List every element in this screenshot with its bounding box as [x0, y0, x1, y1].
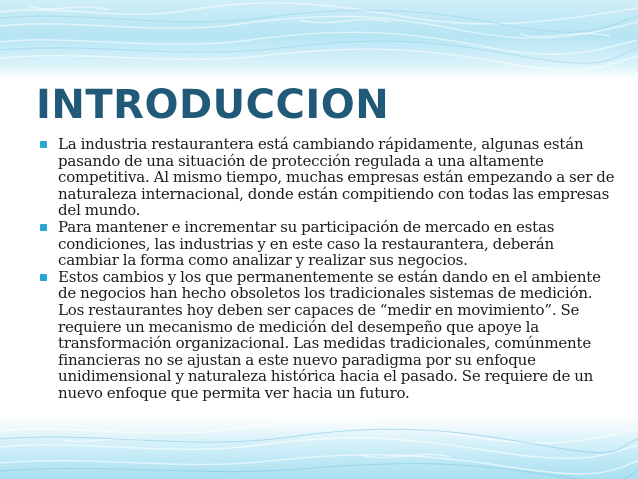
- bullet-item: [40, 219, 618, 269]
- bullet-text: La industria restaurantera está cambiando rápidamente, algunas están pasando de una situación de protección regulada a una altamente competitiva. Al mismo tiempo, muchas empresas están empezando a ser de naturaleza internacional, donde están compitiendo con todas las empresas del mundo.: [58, 135, 615, 220]
- bullet-text: Estos cambios y los que permanentemente se están dando en el ambiente de negocios han hecho obsoletos los tradicionales sistemas de medición. Los restaurantes hoy deben ser capaces de “medir en movimiento”. Se requiere un mecanismo de medición del desempeño que apoye la transformación organizacional. Las medidas tradicionales, comúnmente financieras no se ajustan a este nuevo paradigma por su enfoque unidimensional y naturaleza histórica hacia el pasado. Se requiere de un nuevo enfoque que permita ver hacia un futuro.: [58, 267, 601, 402]
- bullet-square-icon: [40, 274, 47, 281]
- top-water-decoration: [0, 0, 638, 80]
- bullet-text: Para mantener e incrementar su participación de mercado en estas condiciones, las industrias y en este caso la restaurantera, deberán cambiar la forma como analizar y realizar sus negocios.: [58, 217, 555, 270]
- bottom-ripple-pattern: [0, 417, 638, 479]
- bullet-square-icon: [40, 141, 47, 148]
- top-ripple-pattern: [0, 0, 638, 80]
- bullet-list: [40, 136, 618, 402]
- bullet-item: [40, 269, 618, 402]
- bullet-square-icon: [40, 224, 47, 231]
- slide-title: INTRODUCCION: [36, 82, 390, 128]
- bottom-water-decoration: [0, 417, 638, 479]
- bullet-item: [40, 136, 618, 219]
